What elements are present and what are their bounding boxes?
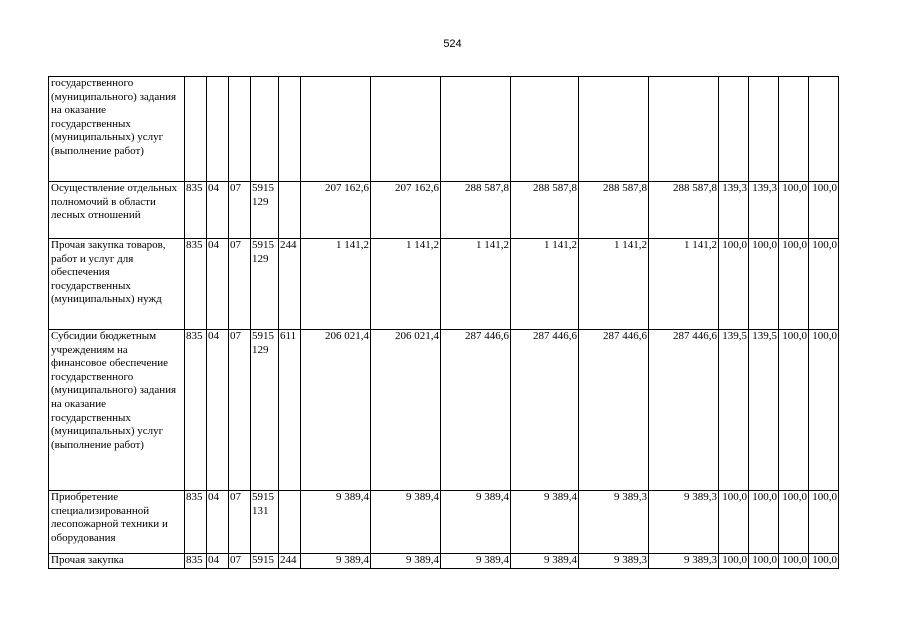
amount-4: 288 587,8: [511, 182, 579, 239]
amount-3: 287 446,6: [441, 330, 511, 491]
table-row: [49, 491, 839, 554]
percent-2: 139,5: [749, 330, 779, 491]
amount-6: 1 141,2: [649, 239, 719, 330]
expense-type-code: [279, 182, 301, 239]
section-code: [207, 77, 229, 182]
ministry-code: 835: [185, 239, 207, 330]
target-article-code: 5915 129: [251, 239, 279, 330]
amount-6: 287 446,6: [649, 330, 719, 491]
row-name: Приобретение специализированной лесопожарной техники и оборудования: [49, 491, 185, 554]
percent-3: 100,0: [779, 554, 809, 569]
subsection-code: [229, 77, 251, 182]
amount-6: 9 389,3: [649, 491, 719, 554]
percent-4: 100,0: [809, 182, 839, 239]
percent-1: [719, 77, 749, 182]
amount-1: 1 141,2: [301, 239, 371, 330]
percent-3: 100,0: [779, 182, 809, 239]
section-code: 04: [207, 491, 229, 554]
amount-6: 9 389,3: [649, 554, 719, 569]
amount-6: 288 587,8: [649, 182, 719, 239]
section-code: 04: [207, 182, 229, 239]
amount-3: 9 389,4: [441, 554, 511, 569]
section-code: 04: [207, 239, 229, 330]
amount-5: 1 141,2: [579, 239, 649, 330]
amount-4: [511, 77, 579, 182]
percent-4: 100,0: [809, 491, 839, 554]
percent-2: [749, 77, 779, 182]
amount-5: [579, 77, 649, 182]
amount-5: 9 389,3: [579, 554, 649, 569]
target-article-code: 5915: [251, 554, 279, 569]
percent-4: 100,0: [809, 239, 839, 330]
amount-2: 207 162,6: [371, 182, 441, 239]
expense-type-code: 244: [279, 554, 301, 569]
amount-4: 9 389,4: [511, 554, 579, 569]
amount-1: 207 162,6: [301, 182, 371, 239]
amount-1: [301, 77, 371, 182]
percent-3: 100,0: [779, 239, 809, 330]
amount-5: 287 446,6: [579, 330, 649, 491]
ministry-code: 835: [185, 182, 207, 239]
row-name: Прочая закупка товаров, работ и услуг для обеспечения государственных (муниципальных) нужд: [49, 239, 185, 330]
percent-2: 100,0: [749, 491, 779, 554]
percent-1: 100,0: [719, 554, 749, 569]
percent-2: 139,3: [749, 182, 779, 239]
percent-1: 139,3: [719, 182, 749, 239]
section-code: 04: [207, 330, 229, 491]
table-row: [49, 182, 839, 239]
percent-3: 100,0: [779, 330, 809, 491]
percent-2: 100,0: [749, 239, 779, 330]
expense-type-code: 244: [279, 239, 301, 330]
amount-1: 9 389,4: [301, 491, 371, 554]
budget-table: [48, 76, 839, 569]
ministry-code: 835: [185, 330, 207, 491]
amount-4: 1 141,2: [511, 239, 579, 330]
percent-1: 139,5: [719, 330, 749, 491]
amount-3: [441, 77, 511, 182]
amount-4: 287 446,6: [511, 330, 579, 491]
subsection-code: 07: [229, 182, 251, 239]
amount-3: 9 389,4: [441, 491, 511, 554]
percent-1: 100,0: [719, 491, 749, 554]
amount-4: 9 389,4: [511, 491, 579, 554]
section-code: 04: [207, 554, 229, 569]
percent-2: 100,0: [749, 554, 779, 569]
percent-3: [779, 77, 809, 182]
amount-5: 9 389,3: [579, 491, 649, 554]
amount-1: 206 021,4: [301, 330, 371, 491]
subsection-code: 07: [229, 554, 251, 569]
ministry-code: 835: [185, 491, 207, 554]
row-name: Субсидии бюджетным учреждениям на финансовое обеспечение государственного (муниципального) задания на оказание государственных (муниципальных) услуг (выполнение работ): [49, 330, 185, 491]
percent-4: 100,0: [809, 330, 839, 491]
table-row: [49, 239, 839, 330]
table-row: [49, 554, 839, 569]
target-article-code: 5915 129: [251, 182, 279, 239]
ministry-code: 835: [185, 554, 207, 569]
subsection-code: 07: [229, 330, 251, 491]
subsection-code: 07: [229, 239, 251, 330]
row-name: Прочая закупка: [49, 554, 185, 569]
ministry-code: [185, 77, 207, 182]
amount-1: 9 389,4: [301, 554, 371, 569]
percent-4: 100,0: [809, 554, 839, 569]
expense-type-code: [279, 77, 301, 182]
amount-3: 288 587,8: [441, 182, 511, 239]
amount-2: [371, 77, 441, 182]
subsection-code: 07: [229, 491, 251, 554]
target-article-code: [251, 77, 279, 182]
amount-2: 9 389,4: [371, 491, 441, 554]
row-name: государственного (муниципального) задания на оказание государственных (муниципальных) услуг (выполнение работ): [49, 77, 185, 182]
table-row: [49, 77, 839, 182]
target-article-code: 5915 129: [251, 330, 279, 491]
expense-type-code: 611: [279, 330, 301, 491]
percent-4: [809, 77, 839, 182]
amount-2: 1 141,2: [371, 239, 441, 330]
percent-3: 100,0: [779, 491, 809, 554]
target-article-code: 5915 131: [251, 491, 279, 554]
table-row: [49, 330, 839, 491]
expense-type-code: [279, 491, 301, 554]
amount-3: 1 141,2: [441, 239, 511, 330]
amount-6: [649, 77, 719, 182]
amount-2: 206 021,4: [371, 330, 441, 491]
percent-1: 100,0: [719, 239, 749, 330]
page-number: 524: [443, 38, 462, 50]
amount-2: 9 389,4: [371, 554, 441, 569]
amount-5: 288 587,8: [579, 182, 649, 239]
row-name: Осуществление отдельных полномочий в области лесных отношений: [49, 182, 185, 239]
